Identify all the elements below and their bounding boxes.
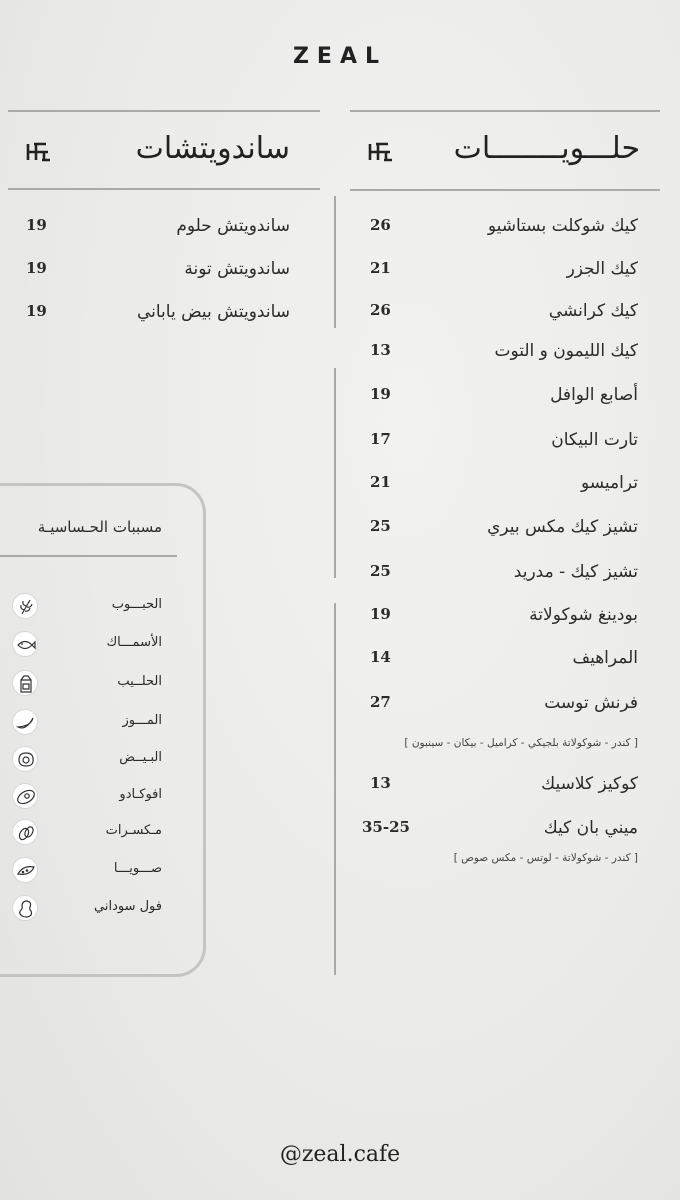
list-item — [370, 301, 638, 323]
allergen-label: الحبـــوب — [111, 597, 162, 612]
brand-logo: ZEAL — [292, 44, 388, 69]
list-item — [370, 517, 638, 539]
milk-carton-icon — [12, 670, 38, 696]
column-divider-top — [334, 196, 336, 328]
allergens-title: مسببات الحـساسيـة — [37, 518, 162, 536]
list-item — [12, 746, 162, 774]
allergens-divider — [0, 555, 177, 557]
item-name: ساندويتش تونة — [184, 259, 290, 279]
list-item — [370, 774, 638, 796]
item-price: 19 — [370, 385, 391, 403]
list-item — [12, 819, 162, 847]
list-item — [370, 605, 638, 627]
item-name: المراهيف — [572, 648, 638, 668]
wheat-icon — [12, 593, 38, 619]
item-price: 27 — [370, 693, 391, 711]
zeal-mark-icon — [24, 140, 52, 164]
allergen-label: فول سوداني — [94, 899, 162, 914]
item-name: ميني بان كيك — [543, 818, 638, 838]
allergen-label: الأسمـــاك — [106, 635, 162, 650]
item-price: 13 — [370, 774, 391, 792]
peanut-icon — [12, 895, 38, 921]
list-item — [370, 385, 638, 407]
item-name: تارت البيكان — [551, 430, 638, 450]
item-name: ساندويتش بيض ياباني — [136, 302, 290, 322]
list-item — [12, 783, 162, 811]
list-item — [26, 302, 290, 324]
item-name: كيك كرانشي — [548, 301, 638, 321]
desserts-top-divider — [350, 110, 660, 112]
item-price: 21 — [370, 473, 391, 491]
item-price: 19 — [26, 216, 47, 234]
fish-icon — [12, 631, 38, 657]
item-name: ساندويتش حلوم — [176, 216, 290, 236]
item-price: 26 — [370, 301, 391, 319]
list-item — [370, 648, 638, 670]
mini-pancake-options: [ كندر - شوكولاتة - لوتس - مكس صوص ] — [453, 852, 638, 864]
item-price: 17 — [370, 430, 391, 448]
desserts-bottom-divider — [350, 189, 660, 191]
item-name: كيك شوكلت بستاشيو — [487, 216, 638, 236]
item-price: 25 — [370, 517, 391, 535]
item-price: 19 — [26, 302, 47, 320]
allergen-label: البـيــض — [119, 750, 162, 765]
list-item — [12, 670, 162, 698]
sandwiches-title: ساندويتشات — [135, 131, 290, 166]
item-name: تراميسو — [580, 473, 638, 493]
item-name: كيك الجزر — [566, 259, 638, 279]
desserts-title: حلـــويــــــــات — [453, 131, 640, 166]
list-item — [370, 473, 638, 495]
item-name: فرنش توست — [544, 693, 638, 713]
list-item — [12, 593, 162, 621]
list-item — [370, 430, 638, 452]
item-price: 35-25 — [362, 818, 410, 836]
list-item — [26, 216, 290, 238]
item-name: بودينغ شوكولاتة — [529, 605, 638, 625]
list-item — [370, 693, 638, 715]
egg-icon — [12, 746, 38, 772]
french-toast-options: [ كندر - شوكولاتة بلجيكي - كراميل - بيكان - سينبون ] — [404, 737, 638, 749]
banana-icon — [12, 709, 38, 735]
allergen-label: صـــويـــا — [113, 861, 162, 876]
list-item — [370, 341, 638, 363]
sandwiches-bottom-divider — [8, 188, 320, 190]
item-name: كيك الليمون و التوت — [494, 341, 638, 361]
list-item — [370, 216, 638, 238]
list-item — [12, 857, 162, 885]
list-item — [362, 818, 638, 840]
list-item — [26, 259, 290, 281]
allergen-label: الحلــيب — [117, 674, 162, 689]
item-price: 21 — [370, 259, 391, 277]
list-item — [12, 709, 162, 737]
allergen-label: افوكـادو — [119, 787, 162, 802]
item-price: 26 — [370, 216, 391, 234]
avocado-icon — [12, 783, 38, 809]
nuts-icon — [12, 819, 38, 845]
item-price: 25 — [370, 562, 391, 580]
column-divider-bottom — [334, 603, 336, 975]
sandwiches-top-divider — [8, 110, 320, 112]
item-price: 13 — [370, 341, 391, 359]
item-price: 19 — [26, 259, 47, 277]
instagram-handle: @zeal.cafe — [279, 1142, 401, 1167]
list-item — [370, 562, 638, 584]
item-name: أصابع الوافل — [550, 385, 638, 405]
item-name: تشيز كيك مكس بيري — [487, 517, 638, 537]
column-divider-middle — [334, 368, 336, 578]
item-name: كوكيز كلاسيك — [541, 774, 638, 794]
list-item — [12, 631, 162, 659]
item-price: 14 — [370, 648, 391, 666]
item-name: تشيز كيك - مدريد — [513, 562, 638, 582]
item-price: 19 — [370, 605, 391, 623]
zeal-mark-icon — [366, 140, 394, 164]
list-item — [12, 895, 162, 923]
list-item — [370, 259, 638, 281]
soy-icon — [12, 857, 38, 883]
allergen-label: المـــوز — [122, 713, 162, 728]
allergen-label: مـكسـرات — [105, 823, 162, 838]
